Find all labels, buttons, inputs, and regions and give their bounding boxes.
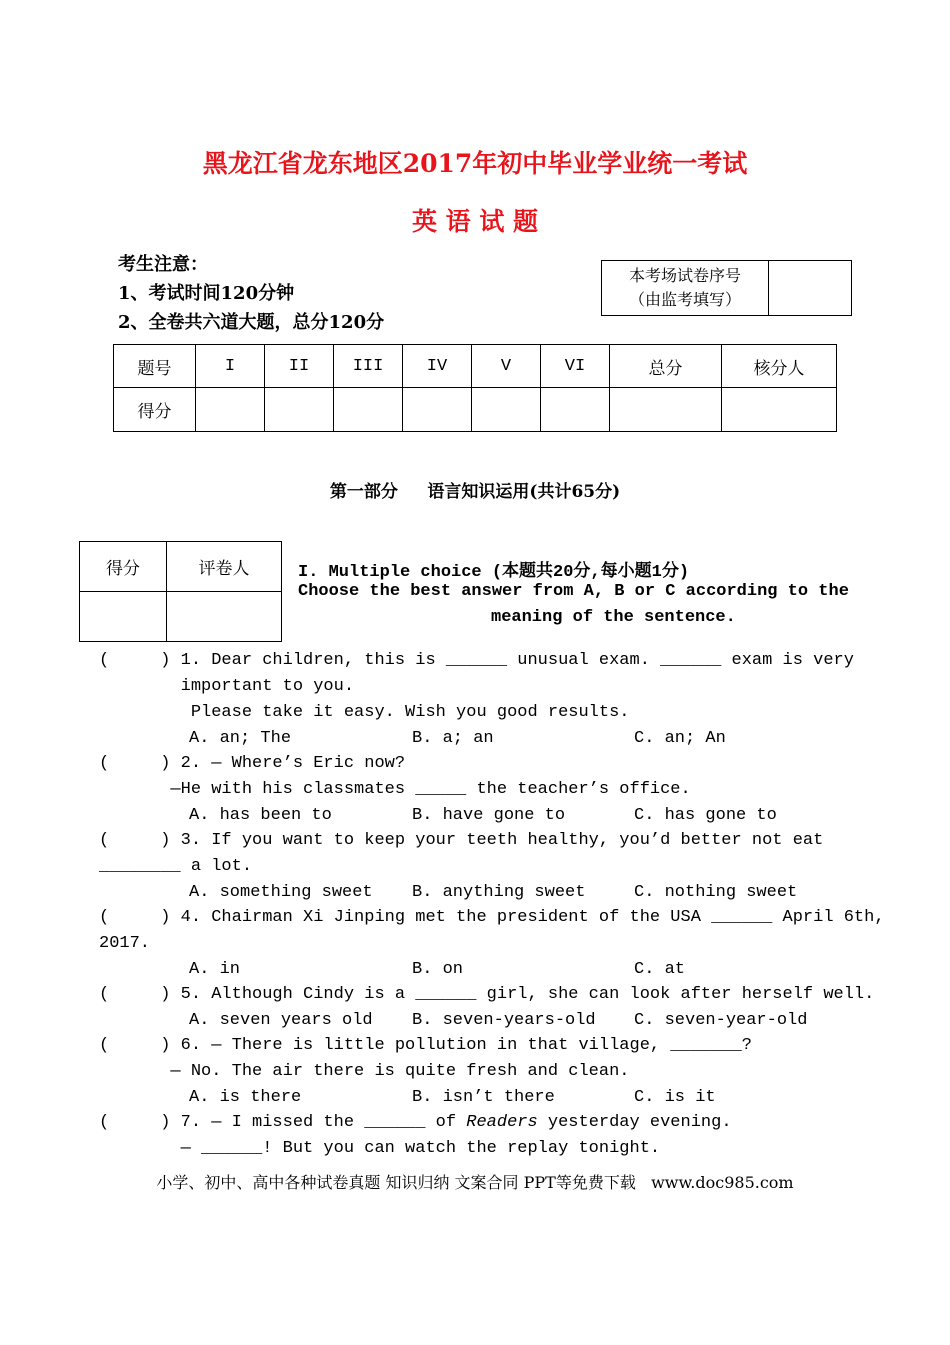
header-cell-tihao: 题号 [114,345,196,388]
question-6-line-1: ( ) 6. — There is little pollution in that village, _______? [99,1036,752,1055]
question-6-option-c: C. is it [634,1088,716,1107]
score-cell-vi[interactable] [541,388,610,432]
question-6-option-b: B. isn’t there [412,1088,555,1107]
page-footer: 小学、初中、高中各种试卷真题 知识归纳 文案合同 PPT等免费下载 www.doc985.com [156,1173,794,1192]
notice-item-2: 2、全卷共六道大题，总分120分 [118,312,385,333]
grader-score-cell[interactable] [80,592,167,642]
question-1-line-3: Please take it easy. Wish you good results. [99,703,630,722]
score-cell-iii[interactable] [334,388,403,432]
section-one-instruction-2: meaning of the sentence. [491,608,736,627]
question-7-text-pre: ( ) 7. — I missed the ______ of [99,1113,467,1132]
serial-number-box [601,260,852,316]
exam-title: 黑龙江省龙东地区2017年初中毕业学业统一考试 [202,149,748,178]
notice-heading: 考生注意： [118,254,208,275]
header-cell-v: V [472,345,541,388]
question-4-line-1: ( ) 4. Chairman Xi Jinping met the president of the USA ______ April 6th, [99,908,885,927]
question-3-line-2: ________ a lot. [99,857,253,876]
question-7-italic-title: Readers [466,1113,538,1132]
question-1-option-b: B. a; an [412,729,494,748]
question-2-option-a: A. has been to [189,806,332,825]
question-3-option-b: B. anything sweet [412,883,586,902]
serial-value-cell[interactable] [769,261,852,316]
question-1-option-c: C. an; An [634,729,726,748]
question-5-option-b: B. seven-years-old [412,1011,596,1030]
question-7-line-1 [99,1113,732,1132]
question-1-option-a: A. an; The [189,729,292,748]
question-7-line-2: — ______! But you can watch the replay tonight. [99,1139,661,1158]
question-3-option-a: A. something sweet [189,883,373,902]
section-one-title: I. Multiple choice (本题共20分,每小题1分) [298,563,690,582]
score-row-label: 得分 [114,388,196,432]
header-cell-iii: III [334,345,403,388]
score-table-score-row [114,388,837,432]
question-5-option-a: A. seven years old [189,1011,373,1030]
question-4-option-a: A. in [189,960,241,979]
score-cell-i[interactable] [196,388,265,432]
question-1-line-2: important to you. [99,677,355,696]
question-6-line-2: — No. The air there is quite fresh and clean. [99,1062,630,1081]
question-5-option-c: C. seven-year-old [634,1011,808,1030]
serial-label-line1: 本考场试卷序号 [628,266,741,285]
grader-score-label: 得分 [80,542,167,592]
question-7-text-post: yesterday evening. [537,1113,732,1132]
score-table-header-row [114,345,837,388]
grader-name-label: 评卷人 [167,542,282,592]
question-2-line-2: —He with his classmates _____ the teacher’s office. [99,780,691,799]
question-2-option-b: B. have gone to [412,806,566,825]
section-one-instruction-1: Choose the best answer from A, B or C according to the [298,582,849,601]
serial-label-cell [602,261,769,316]
header-cell-checker: 核分人 [722,345,837,388]
header-cell-iv: IV [403,345,472,388]
question-2-line-1: ( ) 2. — Where’s Eric now? [99,754,406,773]
score-cell-total[interactable] [610,388,722,432]
question-6-option-a: A. is there [189,1088,302,1107]
header-cell-ii: II [265,345,334,388]
score-cell-checker[interactable] [722,388,837,432]
question-4-option-c: C. at [634,960,686,979]
question-5-line-1: ( ) 5. Although Cindy is a ______ girl, she can look after herself well. [99,985,875,1004]
score-cell-v[interactable] [472,388,541,432]
score-cell-ii[interactable] [265,388,334,432]
serial-label-line2: （由监考填写） [628,290,741,309]
question-2-option-c: C. has gone to [634,806,777,825]
grader-name-cell[interactable] [167,592,282,642]
header-cell-total: 总分 [610,345,722,388]
exam-subtitle: 英 语 试 题 [411,207,539,236]
header-cell-i: I [196,345,265,388]
question-3-option-c: C. nothing sweet [634,883,798,902]
score-table [113,344,837,432]
question-4-line-2: 2017. [99,934,151,953]
grader-box [79,541,282,642]
question-1-line-1: ( ) 1. Dear children, this is ______ unusual exam. ______ exam is very [99,651,854,670]
score-cell-iv[interactable] [403,388,472,432]
part-one-heading: 第一部分 语言知识运用(共计65分) [329,482,621,502]
header-cell-vi: VI [541,345,610,388]
notice-item-1: 1、考试时间120分钟 [118,283,295,304]
question-4-option-b: B. on [412,960,464,979]
question-3-line-1: ( ) 3. If you want to keep your teeth healthy, you’d better not eat [99,831,824,850]
